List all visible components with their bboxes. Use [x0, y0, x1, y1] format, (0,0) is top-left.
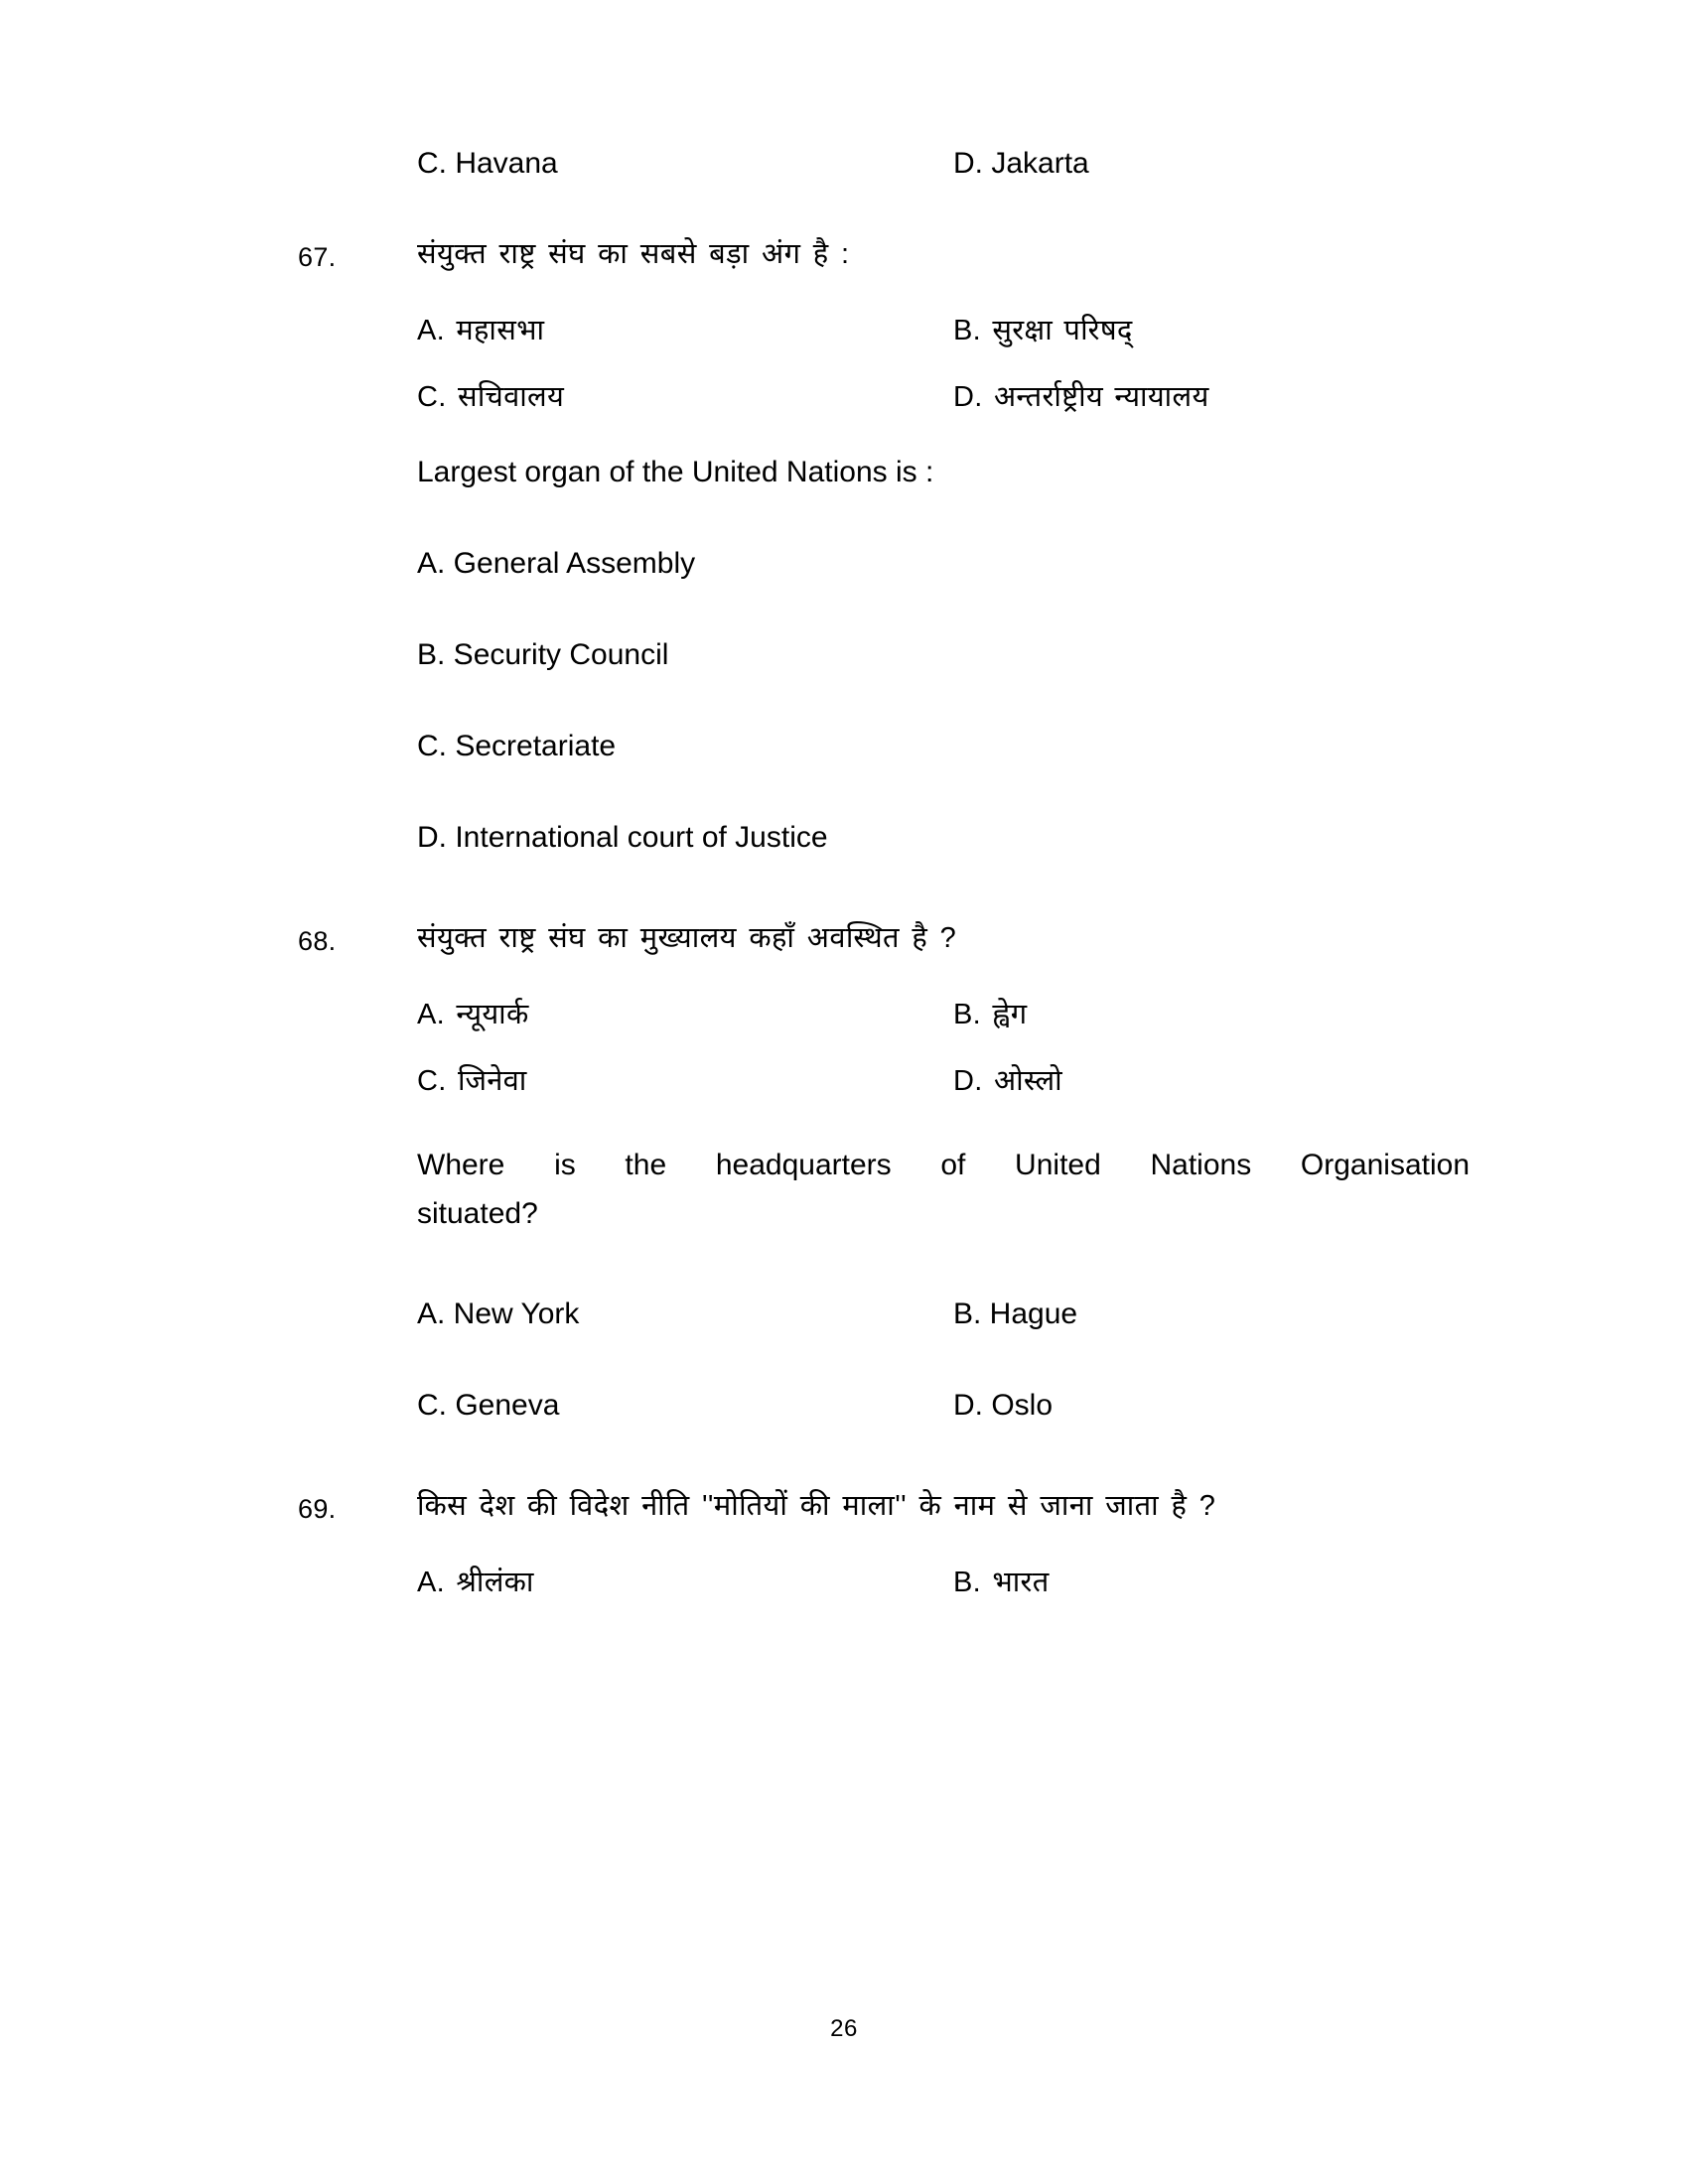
- question-68: [298, 924, 1470, 955]
- page-number: 26: [830, 2015, 858, 2042]
- question-text-hindi: संयुक्त राष्ट्र संघ का सबसे बड़ा अंग है :: [417, 238, 850, 270]
- spacer: [298, 487, 1470, 549]
- option-a: A. New York: [417, 1297, 580, 1331]
- question-67-text-english: Largest organ of the United Nations is :: [417, 456, 934, 488]
- spacer: [298, 579, 1470, 640]
- option-d: D. Jakarta: [953, 147, 1089, 180]
- option-b: B. ह्वेग: [953, 999, 1028, 1030]
- question-69: [298, 1492, 1470, 1523]
- spacer: [298, 412, 1470, 458]
- spacer: [298, 1329, 1470, 1391]
- question-68-english-options-row-2: [298, 1391, 1470, 1421]
- option-b: B. भारत: [953, 1567, 1050, 1599]
- option-a: A. न्यूयार्क: [417, 999, 529, 1030]
- question-text-hindi: संयुक्त राष्ट्र संघ का मुख्यालय कहाँ अवस्थित है ?: [417, 922, 957, 954]
- carryover-option-row: [298, 149, 1470, 179]
- option-c: C. Havana: [417, 147, 558, 180]
- spacer: [298, 670, 1470, 732]
- option-b: B. Hague: [953, 1297, 1078, 1331]
- option-d: D. Oslo: [953, 1389, 1054, 1423]
- spacer: [298, 345, 1470, 383]
- question-text-hindi: किस देश की विदेश नीति ''मोतियों की माला'' के नाम से जाना जाता है ?: [417, 1490, 1216, 1523]
- question-68-text-english: [298, 1142, 1470, 1238]
- question-67-hindi-options-row-2: [298, 383, 1470, 412]
- question-68-english-line-1: Where is the headquarters of United Nations Organisation: [417, 1149, 1470, 1181]
- spacer: [298, 271, 1470, 317]
- question-68-hindi-options-row-1: [298, 1001, 1470, 1029]
- option-d: D. अन्तर्राष्ट्रीय न्यायालय: [953, 381, 1209, 413]
- question-number: 67.: [298, 242, 337, 272]
- option-b: B. सुरक्षा परिषद्: [953, 315, 1133, 346]
- option-a: A. महासभा: [417, 315, 545, 346]
- question-67: [298, 240, 1470, 271]
- spacer: [298, 955, 1470, 1001]
- question-68-english-options-row-1: [298, 1299, 1470, 1329]
- spacer: [298, 1523, 1470, 1569]
- question-67-english-option-a: A. General Assembly: [417, 547, 696, 580]
- question-number: 68.: [298, 926, 337, 956]
- spacer: [298, 1421, 1470, 1492]
- question-67-hindi-options-row-1: [298, 317, 1470, 345]
- question-67-english-option-d: D. International court of Justice: [417, 821, 828, 854]
- spacer: [298, 1096, 1470, 1142]
- spacer: [298, 853, 1470, 924]
- question-67-english-option-c: C. Secretariate: [417, 730, 617, 762]
- spacer: [298, 761, 1470, 823]
- option-a: A. श्रीलंका: [417, 1567, 534, 1599]
- spacer: [298, 1238, 1470, 1299]
- spacer: [298, 179, 1470, 240]
- page-content: [298, 149, 1470, 1597]
- option-c: C. Geneva: [417, 1389, 560, 1423]
- question-69-hindi-options-row-1: [298, 1569, 1470, 1597]
- option-d: D. ओस्लो: [953, 1065, 1062, 1097]
- option-c: C. जिनेवा: [417, 1065, 527, 1097]
- spacer: [298, 1029, 1470, 1067]
- option-c: C. सचिवालय: [417, 381, 565, 413]
- question-number: 69.: [298, 1494, 337, 1525]
- question-68-hindi-options-row-2: [298, 1067, 1470, 1096]
- question-68-english-line-2: situated?: [417, 1196, 538, 1230]
- question-67-english-option-b: B. Security Council: [417, 638, 669, 671]
